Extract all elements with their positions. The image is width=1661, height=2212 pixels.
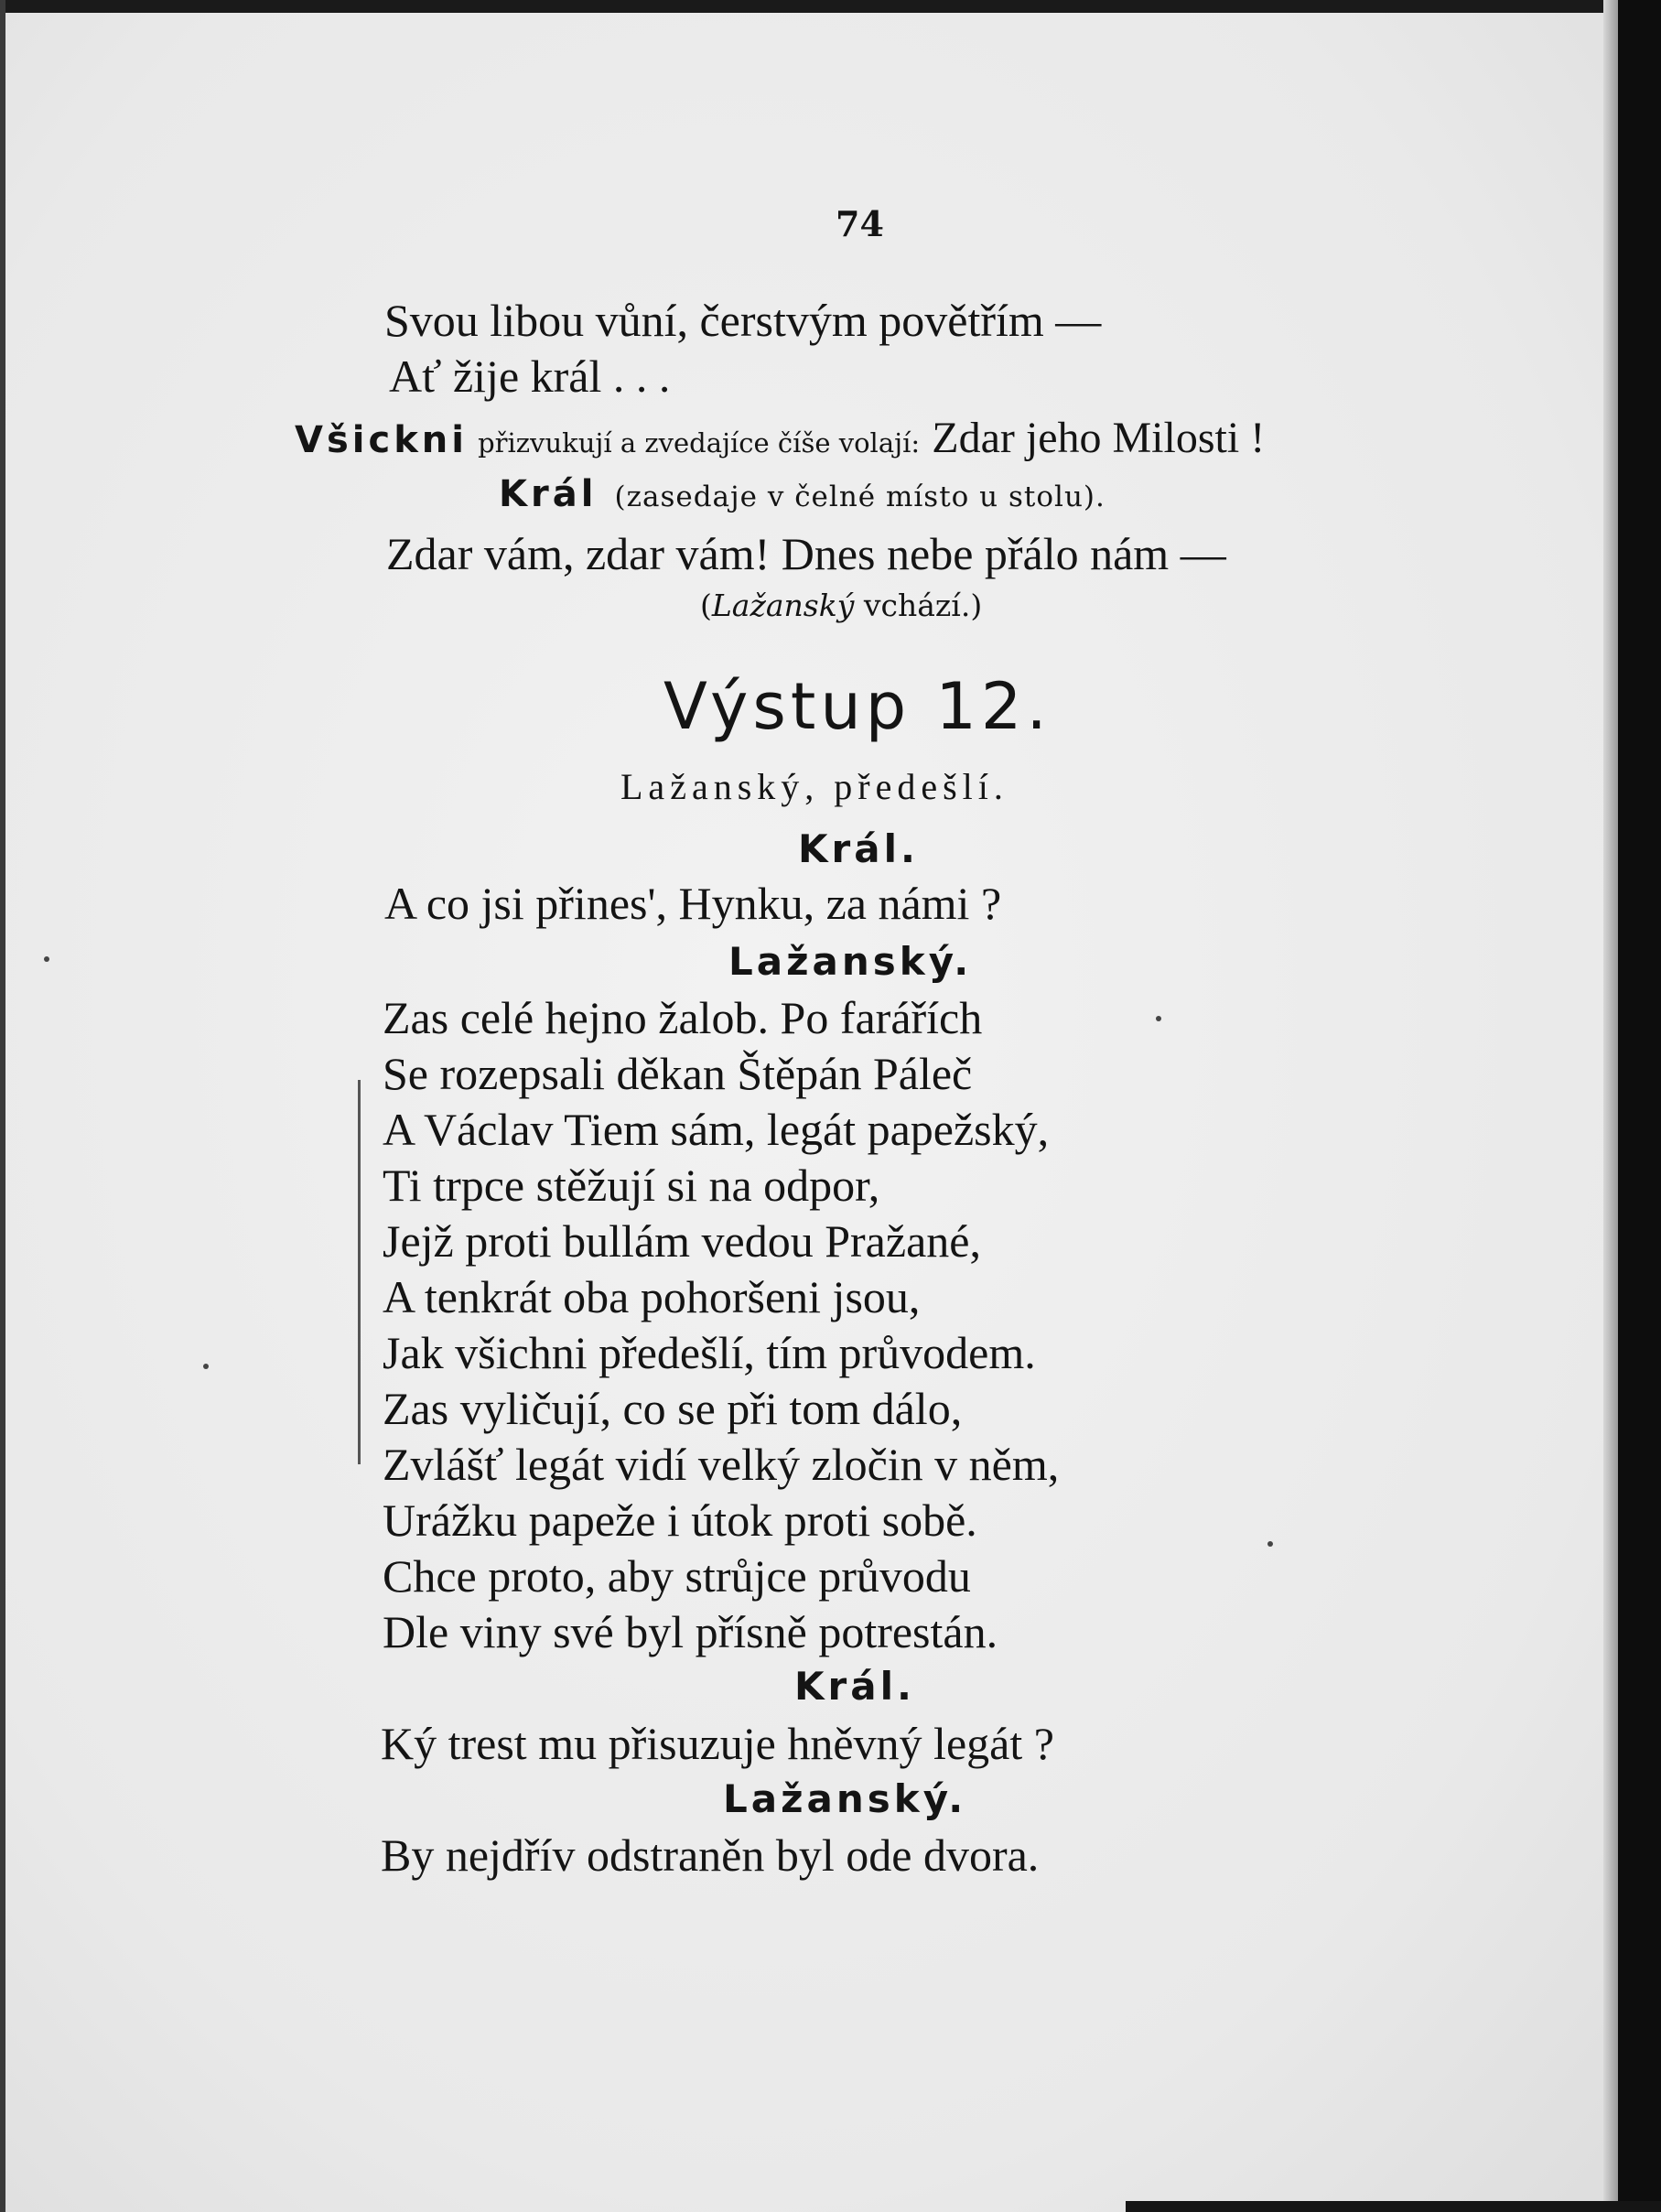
- stage-line-vsickni: [295, 416, 1265, 460]
- verse-line: Zas celé hejno žalob. Po farářích: [383, 992, 983, 1043]
- stage-line-kral: [499, 473, 1106, 515]
- speaker-name: Všickni: [295, 419, 468, 461]
- character-name: Lažanský: [711, 588, 855, 623]
- scan-edge-top: [0, 0, 1661, 13]
- verse-line: Dle viny své byl přísně potrestán.: [383, 1606, 998, 1657]
- verse-line: Jejž proti bullám vedou Pražané,: [383, 1215, 981, 1267]
- specks: [1156, 1016, 1161, 1021]
- verse-line: Svou libou vůní, čerstvým povětřím —: [384, 295, 1102, 346]
- stage-direction: (zasedaje v čelné místo u stolu).: [614, 480, 1106, 513]
- verse-line: A co jsi přines', Hynku, za námi ?: [384, 878, 1002, 929]
- speaker-name: Lažanský.: [723, 1776, 967, 1821]
- speaker-name: Lažanský.: [728, 939, 973, 984]
- verse-line: Ať žije král . . .: [389, 351, 671, 402]
- specks: [203, 1364, 209, 1369]
- verse-line: Se rozepsali děkan Štěpán Páleč: [383, 1048, 973, 1099]
- verse-line: Urážku papeže i útok proti sobě.: [383, 1494, 977, 1546]
- verse-line: Zas vyličují, co se při tom dálo,: [383, 1383, 963, 1434]
- speaker-name: Král.: [794, 1664, 915, 1709]
- speaker-name: Král: [499, 473, 598, 515]
- verse-line: By nejdřív odstraněn byl ode dvora.: [381, 1829, 1040, 1881]
- verse-line: Chce proto, aby strůjce průvodu: [383, 1550, 971, 1602]
- paren-close: ): [970, 588, 983, 623]
- verse-line: A Václav Tiem sám, legát papežský,: [383, 1104, 1050, 1155]
- margin-mark: [358, 1080, 361, 1464]
- verse-line: Zvlášť legát vidí velký zločin v něm,: [383, 1439, 1060, 1490]
- paren-open: (: [700, 588, 712, 623]
- verse-line: Ký trest mu přisuzuje hněvný legát ?: [381, 1718, 1054, 1769]
- page-number: 74: [836, 203, 884, 244]
- speech: Zdar jeho Milosti !: [932, 414, 1266, 462]
- stage-direction: přizvukují a zvedajíce číše volají:: [478, 427, 921, 459]
- scan-edge-left: [0, 0, 5, 2212]
- page-shadow-right: [1603, 0, 1618, 2212]
- verb: vchází.: [863, 588, 971, 623]
- verse-line: Ti trpce stěžují si na odpor,: [383, 1160, 880, 1211]
- verse-line: A tenkrát oba pohoršeni jsou,: [383, 1271, 921, 1322]
- specks: [1267, 1541, 1273, 1547]
- verse-line: Zdar vám, zdar vám! Dnes nebe přálo nám —: [386, 528, 1226, 579]
- specks: [44, 956, 49, 962]
- verse-line: Jak všichni předešlí, tím průvodem.: [383, 1327, 1036, 1378]
- stage-direction-exit: [700, 588, 983, 623]
- scene-heading: Výstup 12.: [663, 669, 1052, 744]
- scan-edge-right: [1618, 0, 1661, 2212]
- scene-cast: Lažanský, předešlí.: [620, 766, 1008, 807]
- speaker-name: Král.: [798, 826, 919, 871]
- scan-edge-bottom: [1126, 2201, 1661, 2212]
